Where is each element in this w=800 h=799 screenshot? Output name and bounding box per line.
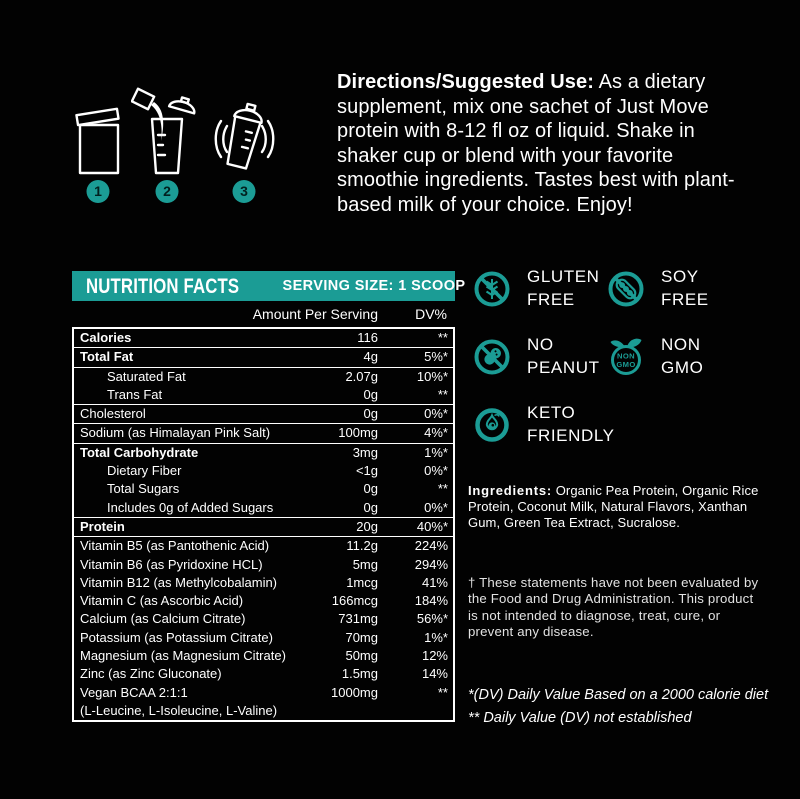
dv-basis-note: *(DV) Daily Value Based on a 2000 calorie diet (468, 687, 769, 703)
nutrition-row (74, 592, 453, 610)
badge-text: NON GMO (661, 335, 704, 377)
nutrition-row-dv: 0%* (424, 499, 448, 515)
badge-text: SOY FREE (661, 267, 709, 309)
nutrition-row-amount: 0g (363, 386, 378, 402)
nutrition-row-dv: 184% (414, 593, 448, 609)
nutrition-row-label: Potassium (as Potassium Citrate) (80, 629, 273, 645)
nutrition-row-dv: ** (437, 684, 448, 700)
ingredients-text (468, 483, 766, 530)
nutrition-row-dv: 294% (414, 556, 448, 572)
ingredients-list: Organic Pea Protein, Organic Rice Protein, Coconut Milk, Natural Flavors, Xanthan Gum, Green Tea Extract, Sucralose. (468, 483, 759, 530)
nutrition-row-label: Vitamin C (as Ascorbic Acid) (80, 593, 244, 609)
step-3-number: 3 (233, 180, 256, 203)
nutrition-row (74, 499, 453, 518)
nutrition-row (74, 518, 453, 537)
nutrition-row (74, 348, 453, 367)
soy-free-icon (607, 270, 645, 308)
nutrition-row (74, 629, 453, 647)
nutrition-row-label: Vitamin B5 (as Pantothenic Acid) (80, 538, 270, 554)
nutrition-row-amount: 2.07g (345, 368, 378, 384)
non-gmo-icon (607, 337, 645, 377)
gluten-free-icon (473, 270, 511, 308)
nutrition-row-amount: 1.5mg (341, 666, 378, 682)
nutrition-facts-header-bar (72, 271, 466, 301)
nutrition-row-label: Vitamin B12 (as Methylcobalamin) (80, 574, 278, 590)
nutrition-row-dv: 14% (421, 666, 448, 682)
nutrition-row (74, 537, 453, 555)
badge-non-gmo (607, 334, 703, 379)
shake-cup-icon (208, 85, 280, 177)
nutrition-row-amount: 100mg (338, 425, 378, 441)
step-2-number: 2 (156, 180, 179, 203)
step-1-number: 1 (87, 180, 110, 203)
nutrition-row-dv: 1%* (424, 629, 448, 645)
nutrition-row-amount: 3mg (352, 444, 378, 460)
nutrition-facts-title: NUTRITION FACTS (86, 273, 240, 298)
ingredients-label: Ingredients: (468, 483, 552, 498)
nutrition-row-dv: 4%* (424, 425, 448, 441)
nutrition-row-amount: 166mcg (331, 593, 378, 609)
nutrition-row-dv: 224% (414, 538, 448, 554)
nutrition-row (74, 574, 453, 592)
step-1 (62, 85, 134, 207)
keto-friendly-icon (473, 406, 511, 444)
open-sachet-icon (62, 85, 134, 177)
svg-text:NON: NON (616, 351, 636, 360)
nutrition-row-amount: 11.2g (346, 538, 378, 554)
nutrition-row-amount: 70mg (345, 629, 378, 645)
nutrition-row-dv: 56%* (416, 611, 448, 627)
nutrition-row-label: Saturated Fat (107, 368, 186, 384)
nutrition-row-amount: 116 (357, 330, 378, 345)
badge-no-peanut (473, 334, 600, 379)
nutrition-row-amount: 1000mg (331, 684, 378, 700)
nutrition-row-dv: ** (437, 386, 448, 402)
nutrition-rows (72, 327, 455, 722)
directions-text (337, 70, 739, 218)
svg-text:GMO: GMO (616, 359, 636, 369)
nutrition-row (74, 462, 453, 480)
badge-text: KETO FRIENDLY (527, 403, 615, 445)
nutrition-row-dv: 41% (421, 574, 448, 590)
badge-text: GLUTEN FREE (527, 267, 600, 309)
nutrition-row-amount: 0g (363, 481, 378, 497)
nutrition-row-amount: 4g (363, 349, 378, 365)
nutrition-row (74, 444, 453, 462)
nutrition-row (74, 424, 453, 443)
nutrition-row-amount: 731mg (338, 611, 378, 627)
nutrition-row (74, 684, 453, 702)
dv-not-established-note: ** Daily Value (DV) not established (468, 710, 692, 726)
nutrition-row-amount: 20g (356, 518, 378, 534)
nutrition-row-dv: 40%* (416, 518, 448, 534)
nutrition-row-label: Total Sugars (107, 481, 180, 497)
nutrition-row-dv: ** (437, 330, 448, 345)
nutrition-row-amount: 0g (363, 406, 378, 422)
nutrition-row-label: Vegan BCAA 2:1:1 (80, 684, 188, 700)
nutrition-row-dv: 1%* (424, 444, 448, 460)
nutrition-row-dv: 0%* (424, 406, 448, 422)
nutrition-facts-panel (72, 271, 466, 722)
nutrition-row-dv: 0%* (424, 463, 448, 479)
nutrition-row-label: Cholesterol (80, 406, 146, 422)
amount-per-serving-header: Amount Per Serving (252, 306, 378, 322)
nutrition-row-label: Calories (80, 330, 132, 345)
fda-disclaimer-text: † These statements have not been evaluated by the Food and Drug Administration. This product is not intended to diagnose, treat, cure, or prevent any disease. (468, 575, 759, 639)
nutrition-row-amount: 50mg (345, 648, 378, 664)
nutrition-row-label: Calcium (as Calcium Citrate) (80, 611, 246, 627)
nutrition-row-label: Zinc (as Zinc Gluconate) (80, 666, 222, 682)
nutrition-row-label: Vitamin B6 (as Pyridoxine HCL) (80, 556, 263, 572)
badge-keto-friendly (473, 402, 615, 447)
nutrition-row-label: Total Fat (80, 349, 134, 365)
nutrition-row-amount: 5mg (352, 556, 378, 572)
badge-gluten-free (473, 266, 600, 311)
nutrition-row (74, 405, 453, 424)
pour-into-shaker-icon (131, 85, 203, 177)
nutrition-row-dv: ** (437, 481, 448, 497)
nutrition-row-amount: 0g (363, 499, 378, 515)
nutrition-row (74, 556, 453, 574)
badge-soy-free (607, 266, 709, 311)
nutrition-row-label: Trans Fat (107, 386, 163, 402)
no-peanut-icon (473, 338, 511, 376)
nutrition-row-label: (L-Leucine, L-Isoleucine, L-Valine) (80, 702, 278, 718)
nutrition-row (74, 647, 453, 665)
nutrition-row-label: Total Carbohydrate (80, 444, 199, 460)
dv-percent-header: DV% (415, 306, 447, 322)
serving-size-label: SERVING SIZE: 1 SCOOP (282, 278, 466, 294)
nutrition-row (74, 480, 453, 498)
nutrition-row-dv: 5%* (424, 349, 448, 365)
nutrition-row-amount: <1g (355, 463, 378, 479)
nutrition-row-dv: 12% (421, 648, 448, 664)
nutrition-row-label: Dietary Fiber (107, 463, 182, 479)
nutrition-row-dv: 10%* (416, 368, 448, 384)
nutrition-column-headers (72, 301, 455, 327)
nutrition-row (74, 665, 453, 683)
nutrition-row (74, 702, 453, 720)
directions-heading: Directions/Suggested Use: (337, 71, 595, 93)
nutrition-row (74, 610, 453, 628)
daily-value-footnotes (468, 684, 788, 730)
nutrition-row-label: Protein (80, 518, 125, 534)
nutrition-row-label: Includes 0g of Added Sugars (107, 499, 274, 515)
nutrition-row (74, 329, 453, 348)
directions-body: As a dietary supplement, mix one sachet of Just Move protein with 8-12 fl oz of liquid. Shake in shaker cup or blend with your favorite smoothie ingredients. Tastes best with plant-based milk of your choice. Enjoy! (337, 71, 735, 216)
nutrition-row-amount: 1mcg (346, 574, 378, 590)
step-2 (131, 85, 203, 207)
step-3 (208, 85, 280, 207)
nutrition-row (74, 368, 453, 386)
badge-text: NO PEANUT (527, 335, 600, 377)
nutrition-row-label: Magnesium (as Magnesium Citrate) (80, 648, 286, 664)
nutrition-row-label: Sodium (as Himalayan Pink Salt) (80, 425, 271, 441)
nutrition-row (74, 386, 453, 405)
